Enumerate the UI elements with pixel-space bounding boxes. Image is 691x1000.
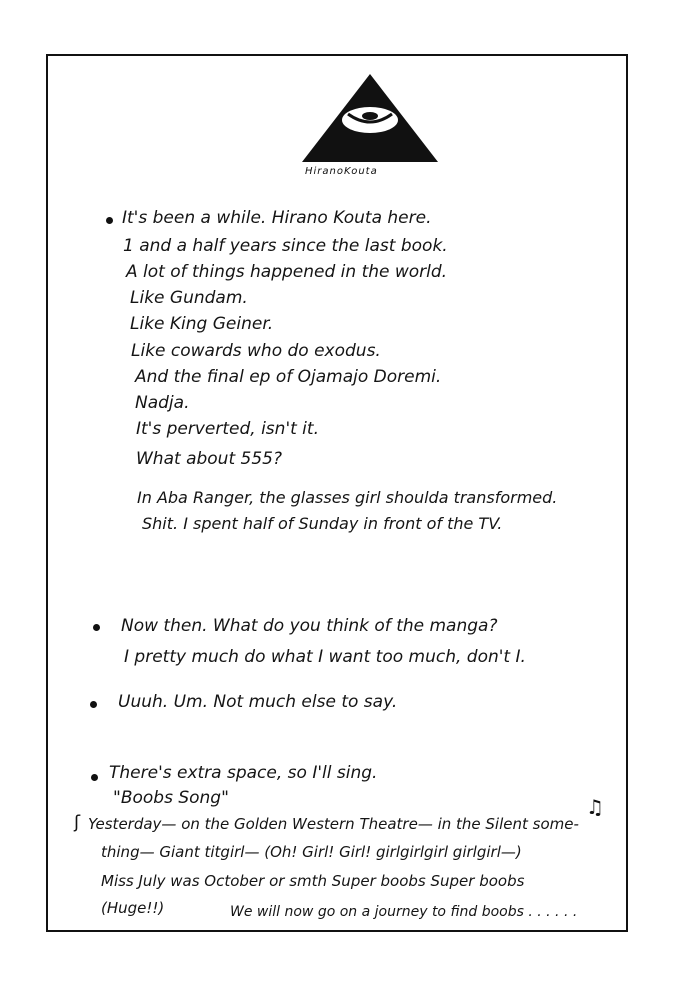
bullet-3	[90, 701, 97, 708]
text-line: 1 and a half years since the last book.	[123, 236, 448, 256]
song-line: Yesterday— on the Golden Western Theatre— in the Silent some-	[88, 815, 579, 833]
text-line: And the final ep of Ojamajo Doremi.	[135, 367, 442, 387]
song-line: thing— Giant titgirl— (Oh! Girl! Girl! girlgirlgirl girlgirl—)	[101, 843, 522, 861]
song-start-mark-icon: ʃ	[74, 812, 81, 833]
text-line: It's perverted, isn't it.	[136, 419, 319, 439]
song-line: We will now go on a journey to find boobs . . . . . .	[230, 904, 578, 920]
text-line: Uuuh. Um. Not much else to say.	[118, 692, 398, 712]
text-line: I pretty much do what I want too much, don't I.	[124, 647, 526, 667]
text-line: Nadja.	[135, 393, 190, 413]
music-note-icon: ♫	[586, 795, 604, 819]
text-line: "Boobs Song"	[113, 788, 229, 808]
text-line: Shit. I spent half of Sunday in front of the TV.	[142, 514, 503, 533]
bullet-1	[106, 217, 113, 224]
text-line: There's extra space, so I'll sing.	[109, 763, 378, 783]
text-line: It's been a while. Hirano Kouta here.	[122, 208, 432, 228]
text-line: In Aba Ranger, the glasses girl shoulda transformed.	[137, 488, 558, 507]
bullet-2	[93, 624, 100, 631]
text-line: What about 555?	[136, 449, 282, 469]
text-line: A lot of things happened in the world.	[126, 262, 448, 282]
logo-signature: HiranoKouta	[305, 166, 378, 177]
bullet-4	[91, 774, 98, 781]
text-line: Now then. What do you think of the manga?	[121, 616, 498, 636]
song-line: (Huge!!)	[101, 899, 165, 917]
text-line: Like Gundam.	[130, 288, 248, 308]
song-line: Miss July was October or smth Super boobs Super boobs	[101, 872, 525, 890]
text-line: Like King Geiner.	[130, 314, 274, 334]
text-line: Like cowards who do exodus.	[131, 341, 381, 361]
